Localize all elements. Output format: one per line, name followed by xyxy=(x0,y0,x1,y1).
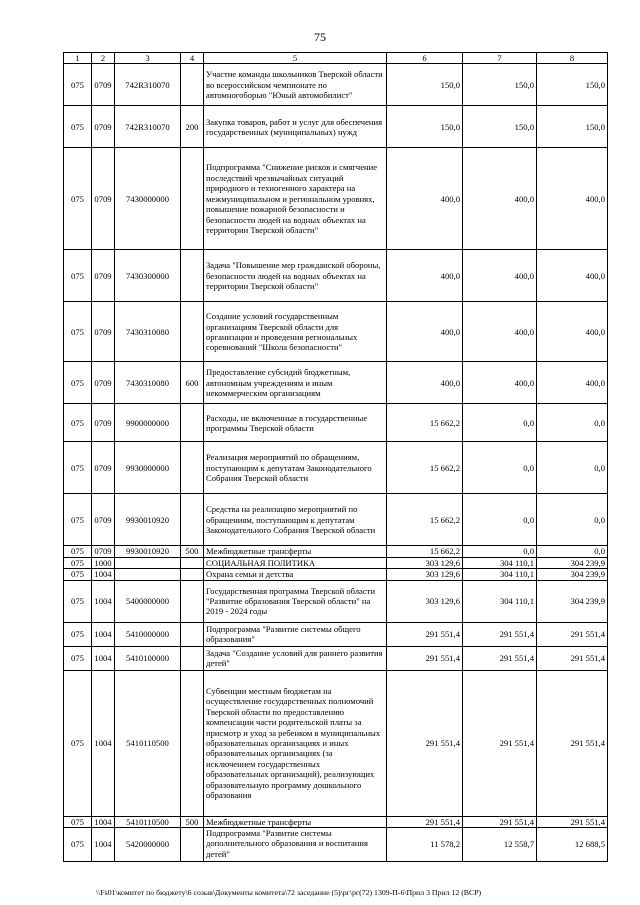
cell-amount-year3: 304 239,9 xyxy=(537,580,608,622)
cell-admin-code: 075 xyxy=(64,569,92,580)
cell-amount-year1: 15 662,2 xyxy=(387,494,463,546)
cell-expense-type xyxy=(181,442,204,494)
cell-expense-type: 500 xyxy=(181,816,204,827)
cell-target-code: 5410000000 xyxy=(115,622,181,646)
cell-amount-year1: 15 662,2 xyxy=(387,404,463,442)
cell-section-code: 1004 xyxy=(92,816,115,827)
table-row xyxy=(64,569,608,580)
cell-description: Задача "Повышение мер гражданской обороны, безопасности людей на водных объектах на территории Тверской области" xyxy=(204,250,387,302)
cell-admin-code: 075 xyxy=(64,64,92,106)
cell-expense-type xyxy=(181,646,204,670)
table-row xyxy=(64,557,608,568)
cell-expense-type xyxy=(181,404,204,442)
cell-description: Реализация мероприятий по обращениям, поступающим к депутатам Законодательного Собрания Тверской области xyxy=(204,442,387,494)
cell-section-code: 1004 xyxy=(92,670,115,816)
cell-amount-year3: 291 551,4 xyxy=(537,670,608,816)
cell-description: Охрана семьи и детства xyxy=(204,569,387,580)
cell-section-code: 0709 xyxy=(92,546,115,557)
cell-amount-year1: 291 551,4 xyxy=(387,622,463,646)
cell-section-code: 0709 xyxy=(92,404,115,442)
column-header: 3 xyxy=(115,53,181,64)
cell-description: Предоставление субсидий бюджетным, автономным учреждениям и иным некоммерческим организациям xyxy=(204,362,387,404)
cell-amount-year3: 12 688,5 xyxy=(537,828,608,862)
cell-section-code: 1004 xyxy=(92,569,115,580)
cell-amount-year1: 303 129,6 xyxy=(387,557,463,568)
cell-expense-type: 200 xyxy=(181,106,204,148)
cell-expense-type xyxy=(181,557,204,568)
cell-admin-code: 075 xyxy=(64,670,92,816)
cell-description: Подпрограмма "Развитие системы общего образования" xyxy=(204,622,387,646)
cell-amount-year2: 291 551,4 xyxy=(463,670,537,816)
cell-section-code: 0709 xyxy=(92,362,115,404)
cell-admin-code: 075 xyxy=(64,828,92,862)
cell-target-code: 9930010920 xyxy=(115,494,181,546)
cell-target-code: 5420000000 xyxy=(115,828,181,862)
table-row xyxy=(64,106,608,148)
cell-amount-year1: 15 662,2 xyxy=(387,546,463,557)
cell-amount-year1: 400,0 xyxy=(387,362,463,404)
cell-expense-type xyxy=(181,250,204,302)
page-number: 75 xyxy=(314,30,326,44)
cell-admin-code: 075 xyxy=(64,557,92,568)
cell-amount-year1: 303 129,6 xyxy=(387,580,463,622)
cell-admin-code: 075 xyxy=(64,442,92,494)
cell-target-code xyxy=(115,569,181,580)
cell-amount-year2: 0,0 xyxy=(463,494,537,546)
cell-amount-year3: 0,0 xyxy=(537,494,608,546)
cell-amount-year3: 291 551,4 xyxy=(537,816,608,827)
cell-admin-code: 075 xyxy=(64,494,92,546)
cell-amount-year2: 400,0 xyxy=(463,250,537,302)
table-row xyxy=(64,546,608,557)
table-row xyxy=(64,622,608,646)
cell-section-code: 1004 xyxy=(92,828,115,862)
cell-description: Подпрограмма "Снижение рисков и смягчение последствий чрезвычайных ситуаций природного и техногенного характера на межмуниципальном и региональном уровнях, повышение пожарной безопасности и безопасности людей на водных объектах на территории Тверской области" xyxy=(204,148,387,250)
cell-amount-year1: 291 551,4 xyxy=(387,646,463,670)
cell-target-code: 7430310080 xyxy=(115,302,181,362)
cell-amount-year3: 0,0 xyxy=(537,442,608,494)
cell-amount-year3: 400,0 xyxy=(537,302,608,362)
table-header-row xyxy=(64,53,608,64)
cell-amount-year3: 400,0 xyxy=(537,250,608,302)
cell-amount-year3: 0,0 xyxy=(537,546,608,557)
cell-description: Задача "Создание условий для раннего развития детей" xyxy=(204,646,387,670)
cell-amount-year1: 400,0 xyxy=(387,250,463,302)
cell-section-code: 0709 xyxy=(92,250,115,302)
cell-amount-year3: 291 551,4 xyxy=(537,646,608,670)
cell-amount-year1: 15 662,2 xyxy=(387,442,463,494)
cell-amount-year3: 304 239,9 xyxy=(537,569,608,580)
cell-admin-code: 075 xyxy=(64,546,92,557)
cell-amount-year3: 150,0 xyxy=(537,106,608,148)
cell-target-code: 5410110500 xyxy=(115,670,181,816)
cell-amount-year2: 400,0 xyxy=(463,148,537,250)
cell-admin-code: 075 xyxy=(64,106,92,148)
table-row xyxy=(64,250,608,302)
cell-admin-code: 075 xyxy=(64,302,92,362)
cell-amount-year2: 150,0 xyxy=(463,106,537,148)
cell-expense-type xyxy=(181,148,204,250)
cell-target-code: 5410110500 xyxy=(115,816,181,827)
cell-expense-type: 600 xyxy=(181,362,204,404)
cell-amount-year1: 11 578,2 xyxy=(387,828,463,862)
table-row xyxy=(64,828,608,862)
cell-admin-code: 075 xyxy=(64,622,92,646)
cell-amount-year2: 0,0 xyxy=(463,404,537,442)
cell-amount-year2: 291 551,4 xyxy=(463,646,537,670)
cell-amount-year1: 303 129,6 xyxy=(387,569,463,580)
cell-expense-type xyxy=(181,302,204,362)
table-row xyxy=(64,148,608,250)
cell-target-code: 742R310070 xyxy=(115,106,181,148)
cell-amount-year2: 12 558,7 xyxy=(463,828,537,862)
cell-description: Участие команды школьников Тверской области во всероссийском чемпионате по автомногоборью "Юный автомобилист" xyxy=(204,64,387,106)
cell-section-code: 0709 xyxy=(92,148,115,250)
cell-section-code: 0709 xyxy=(92,494,115,546)
cell-target-code: 9900000000 xyxy=(115,404,181,442)
column-header: 6 xyxy=(387,53,463,64)
table-row xyxy=(64,442,608,494)
cell-amount-year2: 304 110,1 xyxy=(463,569,537,580)
cell-admin-code: 075 xyxy=(64,580,92,622)
cell-amount-year2: 291 551,4 xyxy=(463,622,537,646)
column-header: 7 xyxy=(463,53,537,64)
cell-amount-year1: 400,0 xyxy=(387,302,463,362)
cell-admin-code: 075 xyxy=(64,404,92,442)
table-row xyxy=(64,670,608,816)
cell-amount-year1: 291 551,4 xyxy=(387,670,463,816)
cell-description: Межбюджетные трансферты xyxy=(204,546,387,557)
cell-description: Государственная программа Тверской области "Развитие образования Тверской области" на 2019 - 2024 годы xyxy=(204,580,387,622)
cell-amount-year2: 0,0 xyxy=(463,546,537,557)
cell-section-code: 1000 xyxy=(92,557,115,568)
column-header: 5 xyxy=(204,53,387,64)
cell-description: Подпрограмма "Развитие системы дополнительного образования и воспитания детей" xyxy=(204,828,387,862)
column-header: 1 xyxy=(64,53,92,64)
cell-expense-type xyxy=(181,622,204,646)
cell-amount-year1: 150,0 xyxy=(387,64,463,106)
cell-section-code: 0709 xyxy=(92,442,115,494)
cell-target-code: 7430000000 xyxy=(115,148,181,250)
table-row xyxy=(64,302,608,362)
table-row xyxy=(64,64,608,106)
table-row xyxy=(64,362,608,404)
cell-section-code: 1004 xyxy=(92,622,115,646)
cell-section-code: 0709 xyxy=(92,106,115,148)
cell-amount-year1: 400,0 xyxy=(387,148,463,250)
cell-target-code: 742R310070 xyxy=(115,64,181,106)
column-header: 8 xyxy=(537,53,608,64)
cell-target-code: 5410100000 xyxy=(115,646,181,670)
cell-target-code xyxy=(115,557,181,568)
cell-description: Создание условий государственным организациям Тверской области для организации и проведения региональных соревнований "Школа безопасности" xyxy=(204,302,387,362)
cell-target-code: 7430300000 xyxy=(115,250,181,302)
column-header: 2 xyxy=(92,53,115,64)
cell-description: Субвенции местным бюджетам на осуществление государственных полномочий Тверской области по предоставлению компенсации части родительской платы за присмотр и уход за ребенком в муниципальных образовательных организациях и иных образовательных организациях (за исключением государственных образовательных организаций), реализующих образовательную программу дошкольного образования xyxy=(204,670,387,816)
cell-target-code: 9930010920 xyxy=(115,546,181,557)
cell-expense-type xyxy=(181,494,204,546)
cell-amount-year3: 304 239,9 xyxy=(537,557,608,568)
cell-amount-year1: 150,0 xyxy=(387,106,463,148)
cell-admin-code: 075 xyxy=(64,250,92,302)
budget-table xyxy=(63,52,608,862)
cell-amount-year2: 0,0 xyxy=(463,442,537,494)
cell-amount-year3: 400,0 xyxy=(537,362,608,404)
cell-expense-type xyxy=(181,64,204,106)
cell-amount-year3: 400,0 xyxy=(537,148,608,250)
cell-amount-year2: 150,0 xyxy=(463,64,537,106)
cell-target-code: 5400000000 xyxy=(115,580,181,622)
cell-description: Расходы, не включенные в государственные программы Тверской области xyxy=(204,404,387,442)
cell-expense-type xyxy=(181,569,204,580)
table-row xyxy=(64,494,608,546)
cell-description: Межбюджетные трансферты xyxy=(204,816,387,827)
cell-amount-year1: 291 551,4 xyxy=(387,816,463,827)
cell-expense-type xyxy=(181,670,204,816)
cell-description: Средства на реализацию мероприятий по обращениям, поступающим к депутатам Законодательного Собрания Тверской области xyxy=(204,494,387,546)
cell-target-code: 9930000000 xyxy=(115,442,181,494)
cell-admin-code: 075 xyxy=(64,148,92,250)
footer-file-path: \\Fs01\комитет по бюджету\6 созыв\Документы комитета\72 заседание (5)\рг\рг(72) 1309-П-6\Прил 3 Прил 12 (ВСР) xyxy=(96,888,482,897)
cell-section-code: 0709 xyxy=(92,64,115,106)
cell-amount-year3: 0,0 xyxy=(537,404,608,442)
cell-section-code: 1004 xyxy=(92,646,115,670)
cell-description: Закупка товаров, работ и услуг для обеспечения государственных (муниципальных) нужд xyxy=(204,106,387,148)
cell-admin-code: 075 xyxy=(64,816,92,827)
cell-amount-year2: 400,0 xyxy=(463,362,537,404)
cell-target-code: 7430310080 xyxy=(115,362,181,404)
cell-expense-type xyxy=(181,828,204,862)
cell-amount-year2: 304 110,1 xyxy=(463,580,537,622)
cell-expense-type xyxy=(181,580,204,622)
cell-amount-year3: 150,0 xyxy=(537,64,608,106)
table-row xyxy=(64,816,608,827)
column-header: 4 xyxy=(181,53,204,64)
cell-amount-year2: 400,0 xyxy=(463,302,537,362)
cell-admin-code: 075 xyxy=(64,362,92,404)
table-row xyxy=(64,580,608,622)
cell-expense-type: 500 xyxy=(181,546,204,557)
cell-amount-year3: 291 551,4 xyxy=(537,622,608,646)
table-row xyxy=(64,404,608,442)
cell-amount-year2: 304 110,1 xyxy=(463,557,537,568)
cell-amount-year2: 291 551,4 xyxy=(463,816,537,827)
cell-section-code: 0709 xyxy=(92,302,115,362)
cell-admin-code: 075 xyxy=(64,646,92,670)
cell-section-code: 1004 xyxy=(92,580,115,622)
table-row xyxy=(64,646,608,670)
cell-description: СОЦИАЛЬНАЯ ПОЛИТИКА xyxy=(204,557,387,568)
